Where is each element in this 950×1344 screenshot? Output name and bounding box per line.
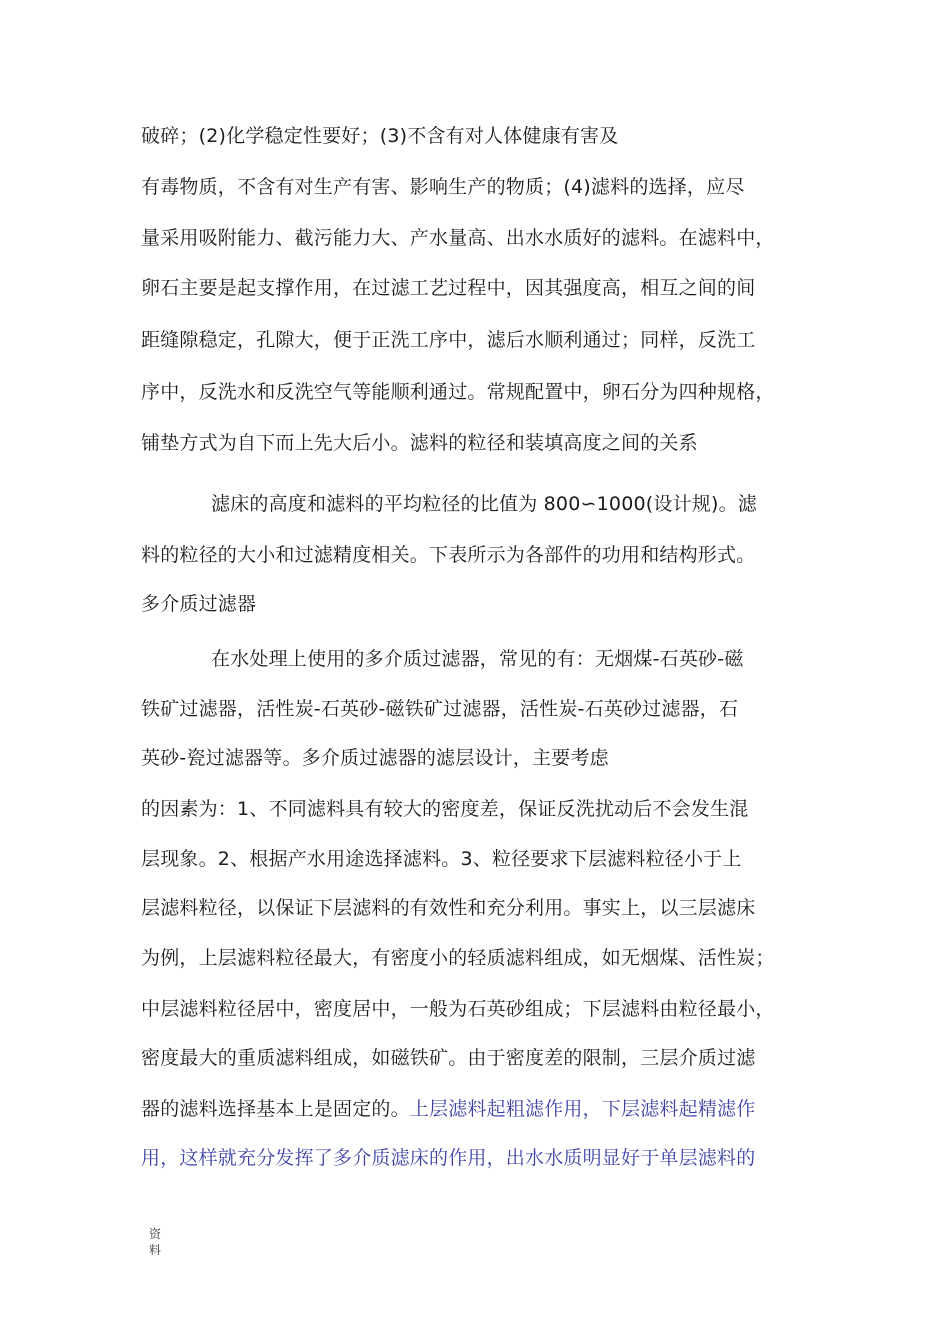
text-line: 层现象。2、根据产水用途选择滤料。3、粒径要求下层滤料粒径小于上 — [141, 848, 742, 870]
text-line: 卵石主要是起支撑作用，在过滤工艺过程中，因其强度高，相互之间的间 — [141, 277, 756, 299]
text-line: 为例，上层滤料粒径最大，有密度小的轻质滤料组成，如无烟煤、活性炭； — [141, 947, 775, 969]
text-line: 破碎；(2)化学稳定性要好；(3)不含有对人体健康有害及 — [141, 125, 619, 147]
text-line: 有毒物质，不含有对生产有害、影响生产的物质；(4)滤料的选择，应尽 — [141, 176, 745, 198]
footer-char: 资 — [148, 1227, 161, 1241]
paragraph-first-line: 在水处理上使用的多介质过滤器，常见的有：无烟煤-石英砂-磁 — [211, 648, 744, 670]
text-line: 密度最大的重质滤料组成，如磁铁矿。由于密度差的限制，三层介质过滤 — [141, 1047, 756, 1069]
highlighted-text-line: 用，这样就充分发挥了多介质滤床的作用，出水水质明显好于单层滤料的 — [141, 1147, 756, 1169]
text-line: 铁矿过滤器，活性炭-石英砂-磁铁矿过滤器，活性炭-石英砂过滤器，石 — [141, 698, 739, 720]
text-line: 距缝隙稳定，孔隙大，便于正洗工序中，滤后水顺利通过；同样，反洗工 — [141, 329, 756, 351]
section-heading: 多介质过滤器 — [141, 593, 257, 615]
text-line: 英砂-瓷过滤器等。多介质过滤器的滤层设计，主要考虑 — [141, 747, 609, 769]
text-segment: 器的滤料选择基本上是固定的。 — [141, 1098, 410, 1120]
text-line: 量采用吸附能力、截污能力大、产水量高、出水水质好的滤料。在滤料中， — [141, 227, 775, 249]
text-line: 料的粒径的大小和过滤精度相关。下表所示为各部件的功用和结构形式。 — [141, 544, 756, 566]
text-line: 的因素为：1、不同滤料具有较大的密度差，保证反洗扰动后不会发生混 — [141, 798, 749, 820]
text-line: 层滤料粒径，以保证下层滤料的有效性和充分利用。事实上，以三层滤床 — [141, 897, 756, 919]
text-line: 序中，反洗水和反洗空气等能顺利通过。常规配置中，卵石分为四种规格， — [141, 381, 775, 403]
text-line — [141, 1097, 755, 1121]
text-line: 铺垫方式为自下而上先大后小。滤料的粒径和装填高度之间的关系 — [141, 432, 698, 454]
paragraph-first-line: 滤床的高度和滤料的平均粒径的比值为 800∽1000(设计规)。滤 — [211, 493, 758, 515]
footer-char: 料 — [148, 1243, 161, 1257]
highlighted-text: 上层滤料起粗滤作用，下层滤料起精滤作 — [409, 1098, 756, 1120]
text-line: 中层滤料粒径居中，密度居中，一般为石英砂组成；下层滤料由粒径最小， — [141, 998, 775, 1020]
page-footer — [148, 1226, 162, 1258]
